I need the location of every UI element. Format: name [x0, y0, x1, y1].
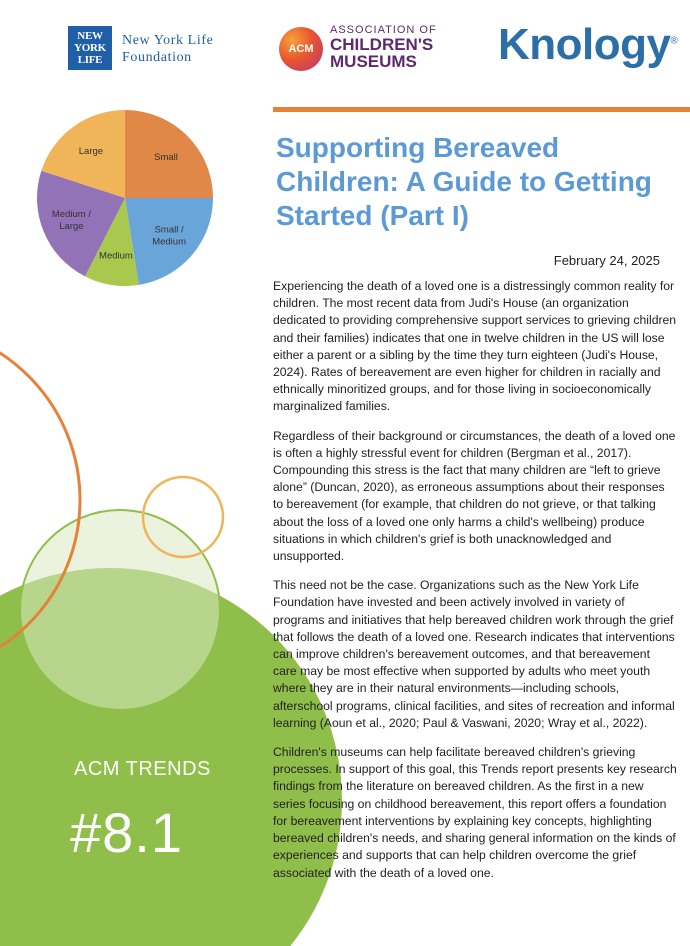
nyl-badge-line: LIFE	[77, 54, 103, 66]
new-york-life-foundation-name	[122, 32, 252, 66]
series-number: #8.1	[70, 801, 183, 864]
acm-name-line1: ASSOCIATION OF	[330, 24, 437, 36]
acm-name-line2: CHILDREN'S	[330, 35, 434, 54]
knology-name: Knology	[498, 20, 671, 69]
body-paragraph: Children's museums can help facilitate bereaved children's grieving processes. In support of this goal, this Trends report presents key research findings from the literature on bereaved children. As the first in a new series focusing on childhood bereavement, this report offers a foundation for bereavement interventions by explaining key concepts, highlighting bereaved children's needs, and sharing general information on the kinds of experiences and supports that can help children overcome the grief associated with the death of a loved one.	[273, 745, 677, 880]
page-title: Supporting Bereaved Children: A Guide to Getting Started (Part I)	[276, 132, 652, 231]
title-divider	[273, 107, 690, 112]
acm-name-line3: MUSEUMS	[330, 52, 417, 71]
pie-label: Small / Medium	[152, 224, 187, 248]
pie-label: Medium	[99, 250, 133, 262]
pie-label: Small	[154, 151, 178, 163]
body-paragraph: Regardless of their background or circumstances, the death of a loved one is often a highly stressful event for children (Bergman et al., 2017). Compounding this stress is the fact that many children are “left to grieve alone” (Duncan, 2020), as erroneous assumptions about their responses to bereavement (for example, that children do not grieve, or that talking about the loss of a loved one only harms a child's wellbeing) produce situations in which children's grief is both unacknowledged and unsupported.	[273, 428, 676, 564]
knology-logo	[498, 20, 677, 70]
publish-date: February 24, 2025	[553, 253, 660, 268]
acm-logo-mark: ACM	[279, 27, 323, 71]
body-paragraph: Experiencing the death of a loved one is a distressingly common reality for children. The most recent data from Judi's House (an organization dedicated to providing comprehensive support services to grieving children and their families) indicates that one in twelve children in the US will lose either a parent or a sibling by the time they turn eighteen (Judi's House, 2024). Rates of bereavement are even higher for children in racially and ethnically minoritized groups, and for those living in socioeconomically marginalized families.	[273, 279, 677, 414]
nyl-name-line2: Foundation	[122, 50, 192, 65]
article-body	[273, 278, 677, 894]
nyl-badge-line: NEW	[77, 30, 103, 42]
pie-label: Large	[78, 146, 104, 158]
nyl-badge-line: YORK	[74, 42, 106, 54]
new-york-life-logo	[68, 26, 112, 70]
body-paragraph: This need not be the case. Organizations such as the New York Life Foundation have invested and been actively involved in variety of programs and initiatives that help bereaved children work through the grief that follows the death of a loved one. Research indicates that interventions can improve children's bereavement outcomes, and that bereavement care may be most effective when supported by adults who meet youth where they are in their natural environments—including schools, afterschool programs, clinical facilities, and sites of recreation and informal learning (Aoun et al., 2020; Paul & Vaswani, 2020; Wray et al., 2022).	[273, 578, 675, 730]
series-label: ACM TRENDS	[74, 758, 211, 780]
pie-label: Medium / Large	[51, 209, 91, 233]
nyl-name-line1: New York Life	[122, 33, 214, 48]
registered-mark: ®	[670, 35, 678, 47]
pale-green-circle-decoration	[20, 510, 220, 710]
pie-chart	[37, 110, 213, 286]
